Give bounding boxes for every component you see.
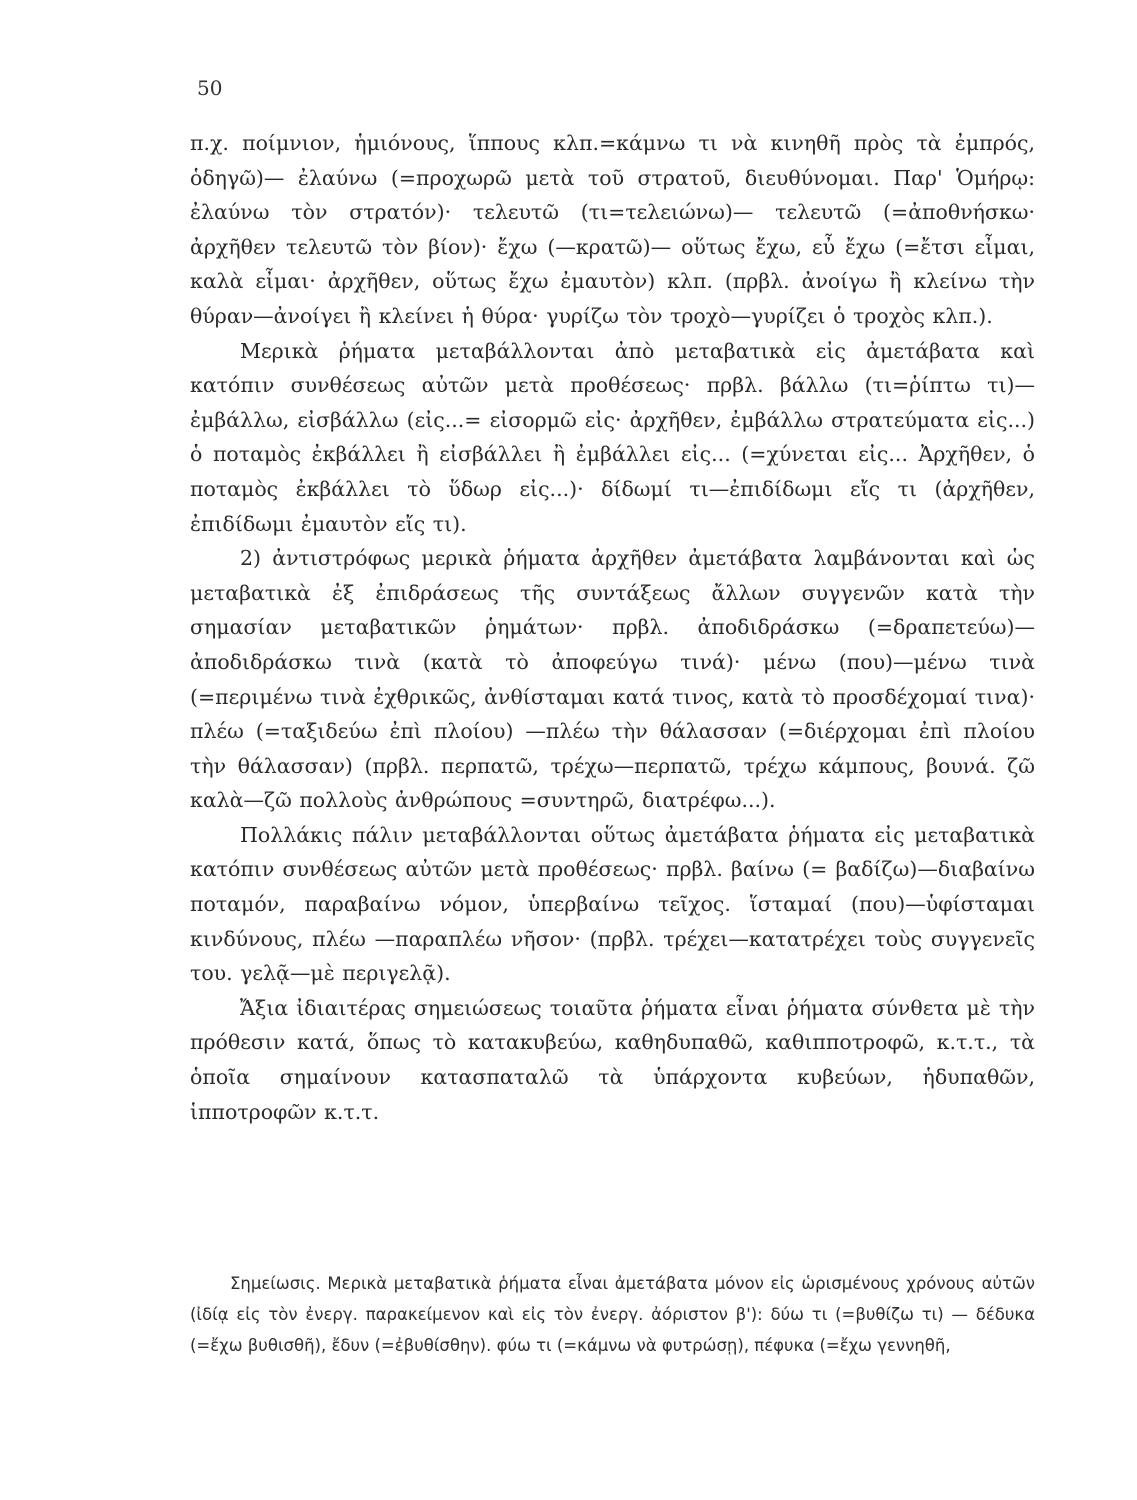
paragraph-examples: π.χ. ποίμνιον, ἡμιόνους, ἵππους κλπ.=κάμνω τι νὰ κινηθῆ πρὸς τὰ ἐμπρός, ὁδηγῶ)— ἐλαύνω (=προχωρῶ μετὰ τοῦ στρατοῦ, διευθύνομαι. Παρ' Ὁμήρῳ: ἐλαύνω τὸν στρατόν)· τελευτῶ (τι=τελειώνω)— τελευτῶ (=ἀποθνήσκω· ἀρχῆθεν τελευτῶ τὸν βίον)· ἔχω (—κρατῶ)— οὕτως ἔχω, εὖ ἔχω (=ἔτσι εἶμαι, καλὰ εἶμαι· ἀρχῆθεν, οὕτως ἔχω ἐμαυτὸν) κλπ. (πρβλ. ἀνοίγω ἢ κλείνω τὴν θύραν—ἀνοίγει ἢ κλείνει ἡ θύρα· γυρίζω τὸν τροχὸ—γυρίζει ὁ τροχὸς κλπ.).	[190, 131, 1035, 328]
paragraph-intransitive-to-transitive: 2) ἀντιστρόφως μερικὰ ῥήματα ἀρχῆθεν ἀμετάβατα λαμβάνονται καὶ ὡς μεταβατικὰ ἐξ ἐπιδράσεως τῆς συντάξεως ἄλλων συγγενῶν κατὰ τὴν σημασίαν μεταβατικῶν ῥημάτων· πρβλ. ἀποδιδράσκω (=δραπετεύω)—ἀποδιδράσκω τινὰ (κατὰ τὸ ἀποφεύγω τινά)· μένω (που)—μένω τινὰ (=περιμένω τινὰ ἐχθρικῶς, ἀνθίσταμαι κατά τινος, κατὰ τὸ προσδέχομαί τινα)· πλέω (=ταξιδεύω ἐπὶ πλοίου) —πλέω τὴν θάλασσαν (=διέρχομαι ἐπὶ πλοίου τὴν θάλασσαν) (πρβλ. περπατῶ, τρέχω—περπατῶ, τρέχω κάμπους, βουνά. ζῶ καλὰ—ζῶ πολλοὺς ἀνθρώπους =συντηρῶ, διατρέφω...).	[190, 546, 1035, 813]
footnote-remark: Σημείωσις. Μερικὰ μεταβατικὰ ῥήματα εἶναι ἀμετάβατα μόνον εἰς ὡρισμένους χρόνους αὐτῶν (ἰδίᾳ εἰς τὸν ἐνεργ. παρακείμενον καὶ εἰς τὸν ἐνεργ. ἀόριστον β'): δύω τι (=βυθίζω τι) — δέδυκα (=ἔχω βυθισθῆ), ἔδυν (=ἐβυθίσθην). φύω τι (=κάμνω νὰ φυτρώσῃ), πέφυκα (=ἔχω γεννηθῆ,	[190, 1274, 1035, 1355]
page-number: 50	[197, 76, 223, 100]
paragraph-kata-compounds: Ἄξια ἰδιαιτέρας σημειώσεως τοιαῦτα ῥήματα εἶναι ῥήματα σύνθετα μὲ τὴν πρόθεσιν κατά, ὅπως τὸ κατακυβεύω, καθηδυπαθῶ, καθιπποτροφῶ, κ.τ.τ., τὰ ὁποῖα σημαίνουν κατασπαταλῶ τὰ ὑπάρχοντα κυβεύων, ἡδυπαθῶν, ἱπποτροφῶν κ.τ.τ.	[190, 995, 1035, 1124]
body-text	[190, 126, 1035, 1129]
paragraph-compound-verbs: Πολλάκις πάλιν μεταβάλλονται οὕτως ἀμετάβατα ῥήματα εἰς μεταβατικὰ κατόπιν συνθέσεως αὐτῶν μετὰ προθέσεως· πρβλ. βαίνω (= βαδίζω)—διαβαίνω ποταμόν, παραβαίνω νόμον, ὑπερβαίνω τεῖχος. ἵσταμαί (που)—ὑφίσταμαι κινδύνους, πλέω —παραπλέω νῆσον· (πρβλ. τρέχει—κατατρέχει τοὺς συγγενεῖς του. γελᾷ—μὲ περιγελᾷ).	[190, 822, 1035, 986]
paragraph-transitive-to-intransitive: Μερικὰ ῥήματα μεταβάλλονται ἀπὸ μεταβατικὰ εἰς ἀμετάβατα καὶ κατόπιν συνθέσεως αὐτῶν μετὰ προθέσεως· πρβλ. βάλλω (τι=ῥίπτω τι)—ἐμβάλλω, εἰσβάλλω (εἰς...= εἰσορμῶ εἰς· ἀρχῆθεν, ἐμβάλλω στρατεύματα εἰς...) ὁ ποταμὸς ἐκβάλλει ἢ εἰσβάλλει ἢ ἐμβάλλει εἰς... (=χύνεται εἰς... Ἀρχῆθεν, ὁ ποταμὸς ἐκβάλλει τὸ ὕδωρ εἰς...)· δίδωμί τι—ἐπιδίδωμι εἴς τι (ἀρχῆθεν, ἐπιδίδωμι ἐμαυτὸν εἴς τι).	[190, 338, 1035, 536]
